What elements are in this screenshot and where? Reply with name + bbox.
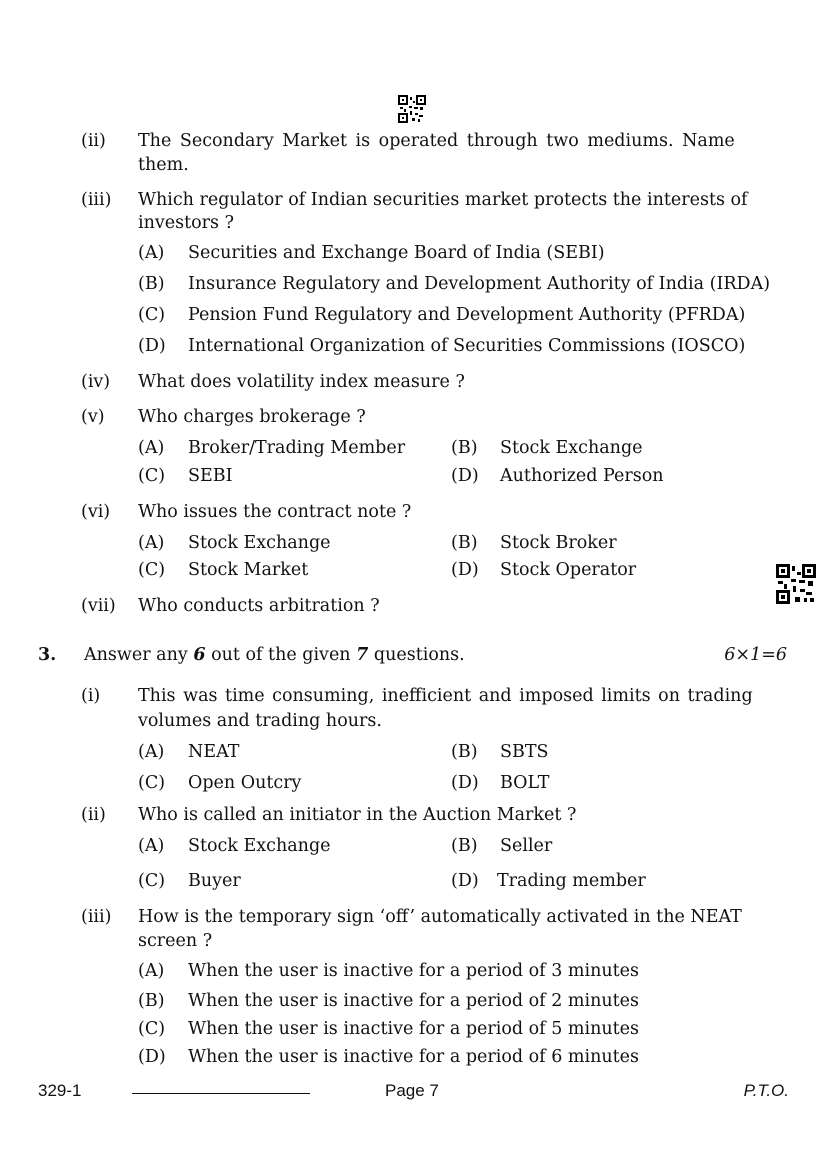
instruction-part: out of the given xyxy=(205,645,357,665)
option-text: Securities and Exchange Board of India (SEBI) xyxy=(188,243,605,263)
option-label: (A) xyxy=(138,742,165,762)
option-label: (C) xyxy=(138,466,166,486)
option-label: (A) xyxy=(138,438,165,458)
question-number: (ii) xyxy=(81,805,106,825)
question-text: Who charges brokerage ? xyxy=(138,407,366,427)
question-text: Which regulator of Indian securities market protects the interests of xyxy=(138,190,748,210)
option-label: (D) xyxy=(451,560,479,580)
question-number: (iii) xyxy=(81,190,112,210)
option-text: Stock Broker xyxy=(500,533,617,553)
option-label: (D) xyxy=(451,466,479,486)
option-text: Pension Fund Regulatory and Development Authority (PFRDA) xyxy=(188,305,746,325)
instruction-number: 6 xyxy=(193,645,206,665)
option-label: (B) xyxy=(138,274,165,294)
question-number: (vii) xyxy=(81,596,116,616)
question-text: investors ? xyxy=(138,213,234,233)
option-label: (B) xyxy=(451,742,478,762)
question-text: How is the temporary sign ‘off’ automatically activated in the NEAT xyxy=(138,907,742,927)
option-label: (A) xyxy=(138,961,165,981)
footer-rule xyxy=(132,1093,310,1094)
question-text: This was time consuming, inefficient and imposed limits on trading xyxy=(138,686,753,706)
question-text: Who conducts arbitration ? xyxy=(138,596,380,616)
option-label: (C) xyxy=(138,773,166,793)
option-label: (C) xyxy=(138,1019,166,1039)
instruction-part: Answer any xyxy=(84,645,194,665)
question-number: (i) xyxy=(81,686,101,706)
question-text: screen ? xyxy=(138,931,213,951)
option-label: (A) xyxy=(138,533,165,553)
marks-label: 6×1=6 xyxy=(724,645,787,665)
option-text: International Organization of Securities Commissions (IOSCO) xyxy=(188,336,746,356)
option-text: Stock Exchange xyxy=(500,438,643,458)
question-number: (iv) xyxy=(81,372,111,392)
paper-code: 329-1 xyxy=(38,1081,82,1100)
option-text: When the user is inactive for a period of 3 minutes xyxy=(188,961,640,981)
question-text: The Secondary Market is operated through two mediums. Name xyxy=(138,131,735,151)
option-text: Buyer xyxy=(188,871,241,891)
option-label: (D) xyxy=(451,871,479,891)
option-text: NEAT xyxy=(188,742,240,762)
option-text: Seller xyxy=(500,836,553,856)
option-label: (A) xyxy=(138,243,165,263)
option-text: SEBI xyxy=(188,466,233,486)
question-text: Who is called an initiator in the Auction Market ? xyxy=(138,805,577,825)
option-label: (B) xyxy=(451,438,478,458)
option-label: (D) xyxy=(451,773,479,793)
option-text: Stock Exchange xyxy=(188,533,331,553)
option-label: (C) xyxy=(138,305,166,325)
option-label: (D) xyxy=(138,1047,166,1067)
option-label: (B) xyxy=(451,836,478,856)
qr-code-icon xyxy=(398,95,426,123)
option-text: When the user is inactive for a period of 2 minutes xyxy=(188,991,640,1011)
option-text: Stock Market xyxy=(188,560,309,580)
question-number: (vi) xyxy=(81,502,111,522)
option-label: (C) xyxy=(138,560,166,580)
option-label: (C) xyxy=(138,871,166,891)
question-number: (v) xyxy=(81,407,105,427)
question-text: volumes and trading hours. xyxy=(138,711,382,731)
footer xyxy=(0,1081,827,1105)
option-text: Trading member xyxy=(497,871,646,891)
question-text: Who issues the contract note ? xyxy=(138,502,412,522)
option-text: Stock Exchange xyxy=(188,836,331,856)
question-number: (ii) xyxy=(81,131,106,151)
option-text: Insurance Regulatory and Development Authority of India (IRDA) xyxy=(188,274,771,294)
option-text: Broker/Trading Member xyxy=(188,438,406,458)
option-label: (D) xyxy=(138,336,166,356)
option-text: Authorized Person xyxy=(500,466,664,486)
option-label: (A) xyxy=(138,836,165,856)
pto-label: P.T.O. xyxy=(743,1081,789,1100)
option-text: Open Outcry xyxy=(188,773,302,793)
option-text: When the user is inactive for a period of 5 minutes xyxy=(188,1019,640,1039)
option-text: SBTS xyxy=(500,742,549,762)
page-number: Page 7 xyxy=(385,1081,439,1100)
option-label: (B) xyxy=(138,991,165,1011)
question-number: (iii) xyxy=(81,907,112,927)
option-text: Stock Operator xyxy=(500,560,637,580)
question-text: them. xyxy=(138,155,189,175)
option-text: BOLT xyxy=(500,773,550,793)
instruction-text xyxy=(84,643,465,667)
question-text: What does volatility index measure ? xyxy=(138,372,465,392)
option-label: (B) xyxy=(451,533,478,553)
option-text: When the user is inactive for a period of 6 minutes xyxy=(188,1047,640,1067)
qr-code-icon xyxy=(776,564,816,604)
instruction-number: 7 xyxy=(356,645,369,665)
question-number: 3. xyxy=(38,645,57,665)
instruction-part: questions. xyxy=(368,645,465,665)
